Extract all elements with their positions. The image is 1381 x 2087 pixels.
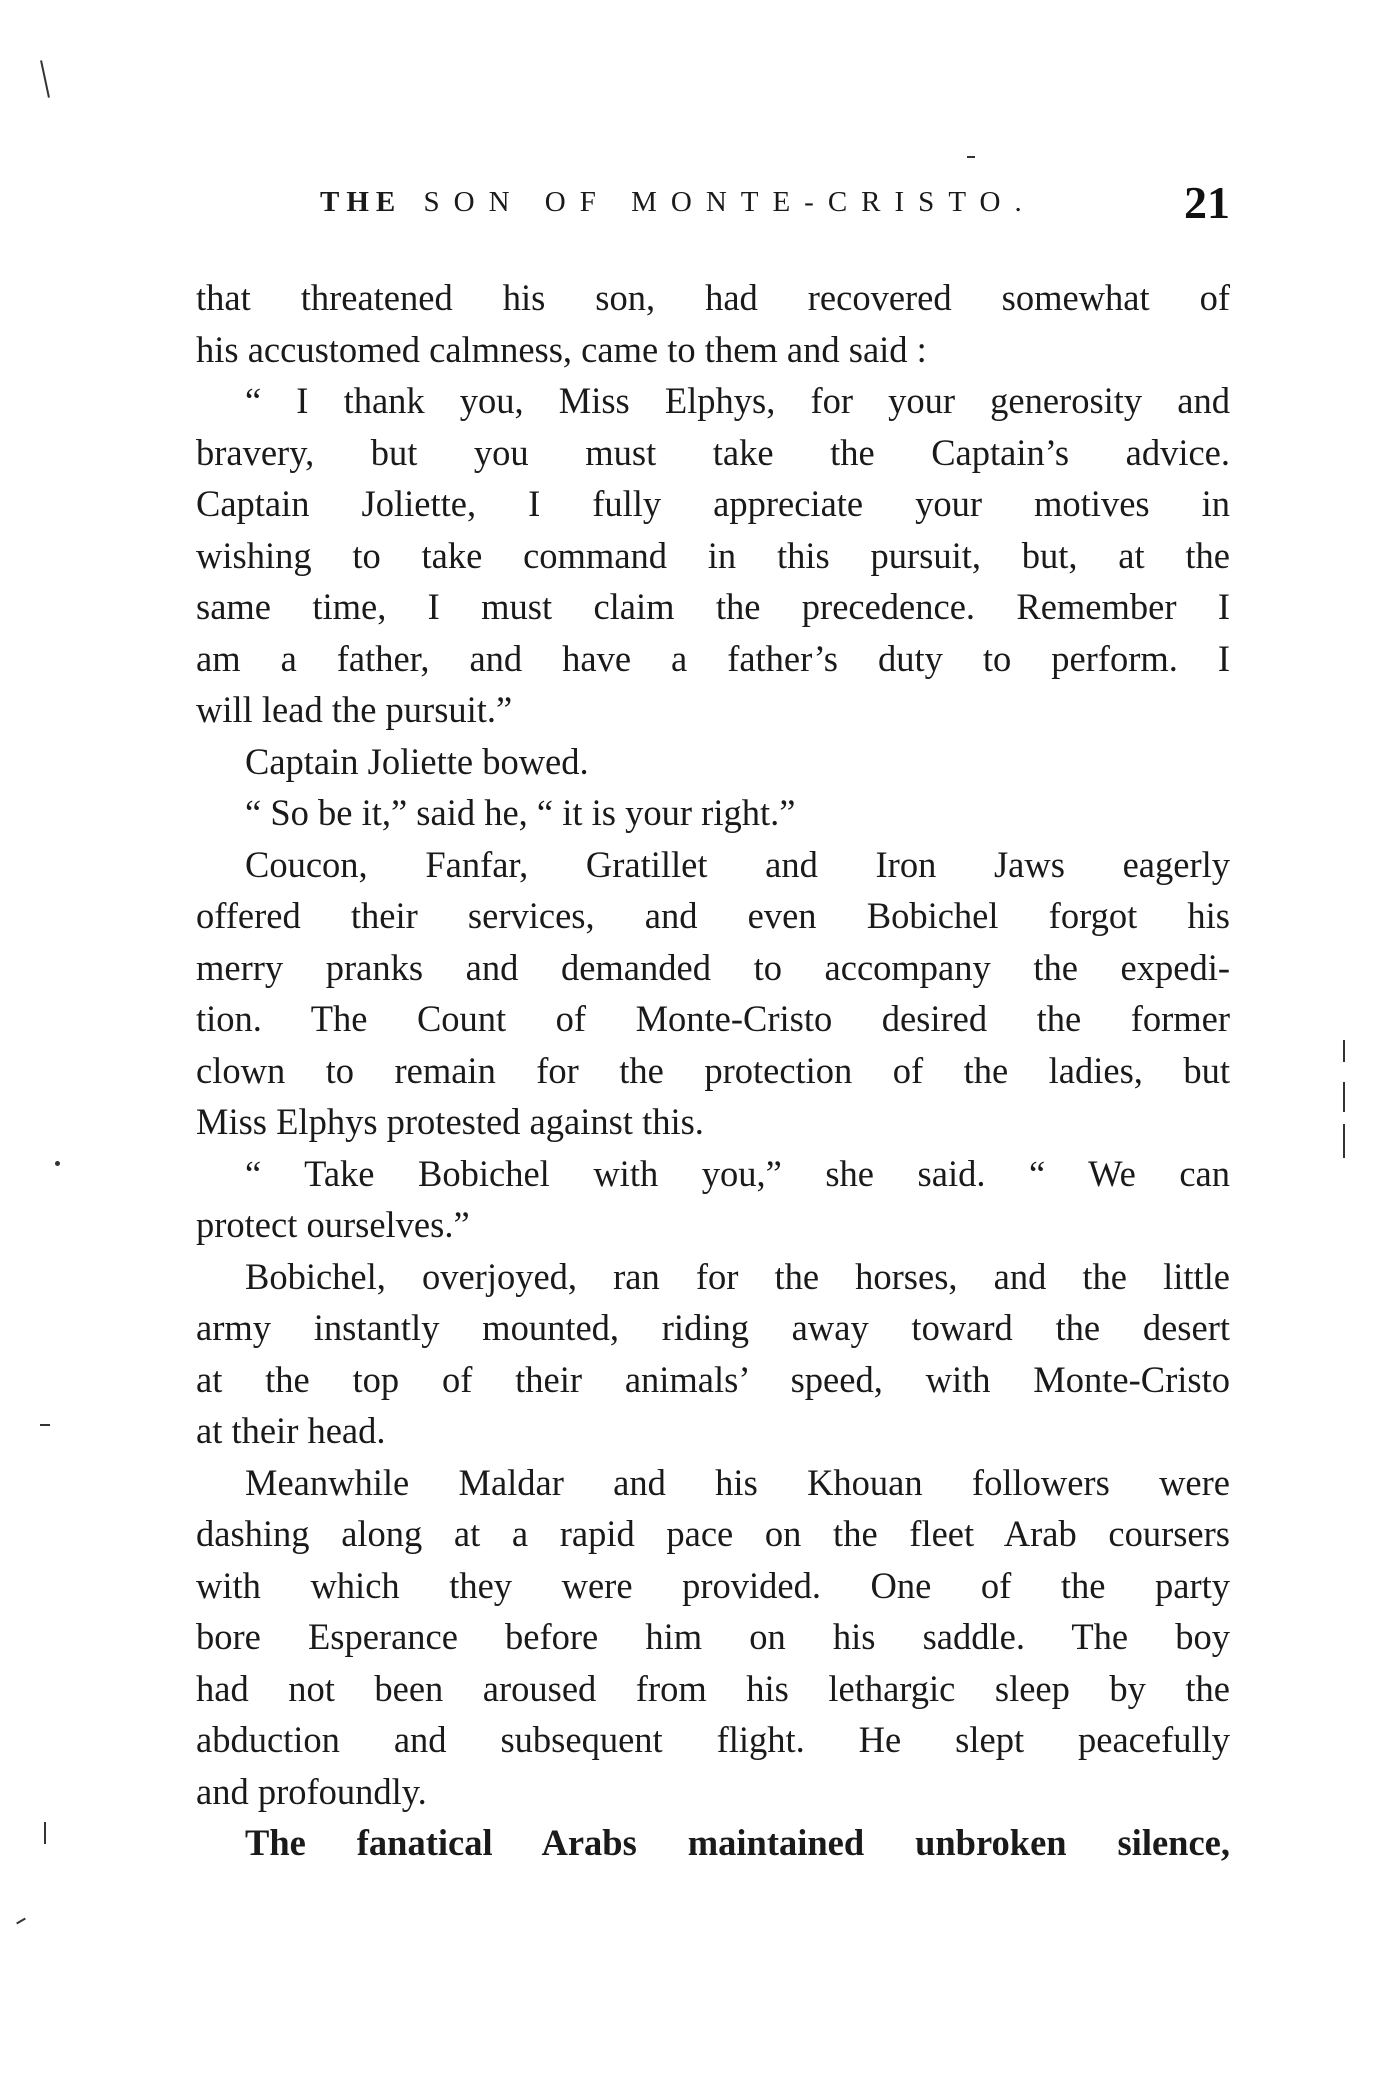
scan-artifact-mark bbox=[16, 1918, 26, 1925]
text-line: bore Esperance before him on his saddle. The boy bbox=[196, 1616, 1230, 1657]
text-line: The fanatical Arabs maintained unbroken silence, bbox=[245, 1822, 1230, 1863]
text-line: protect ourselves.” bbox=[196, 1204, 470, 1245]
text-line: abduction and subsequent flight. He slept peacefully bbox=[196, 1719, 1230, 1760]
text-line: army instantly mounted, riding away toward the desert bbox=[196, 1307, 1230, 1348]
text-line: “ I thank you, Miss Elphys, for your generosity and bbox=[245, 380, 1230, 421]
text-line: bravery, but you must take the Captain’s advice. bbox=[196, 431, 1230, 473]
scan-artifact-mark bbox=[1343, 1124, 1345, 1158]
running-title-rest: SON OF MONTE-CRISTO. bbox=[423, 186, 1036, 218]
text-line: clown to remain for the protection of the ladies, but bbox=[196, 1049, 1230, 1091]
text-line: am a father, and have a father’s duty to perform. I bbox=[196, 637, 1230, 679]
scan-artifact-mark bbox=[967, 156, 975, 158]
text-line: Miss Elphys protested against this. bbox=[196, 1101, 704, 1142]
text-line: dashing along at a rapid pace on the fleet Arab coursers bbox=[196, 1513, 1230, 1554]
text-line: with which they were provided. One of the party bbox=[196, 1564, 1230, 1606]
scan-artifact-mark bbox=[55, 1161, 60, 1166]
scan-artifact-mark bbox=[40, 1424, 50, 1426]
running-title-the: THE bbox=[320, 186, 403, 218]
text-line: had not been aroused from his lethargic sleep by the bbox=[196, 1667, 1230, 1709]
scan-artifact-mark bbox=[1343, 1082, 1345, 1112]
text-line: Bobichel, overjoyed, ran for the horses, and the little bbox=[245, 1255, 1230, 1297]
text-line: merry pranks and demanded to accompany the expedi- bbox=[196, 946, 1230, 988]
text-line: that threatened his son, had recovered somewhat of bbox=[196, 277, 1230, 318]
scan-artifact-mark bbox=[1343, 1040, 1345, 1062]
text-line: at their head. bbox=[196, 1410, 386, 1451]
text-line: Coucon, Fanfar, Gratillet and Iron Jaws eagerly bbox=[245, 843, 1230, 885]
text-line: same time, I must claim the precedence. Remember I bbox=[196, 586, 1230, 627]
text-line: Captain Joliette, I fully appreciate your motives in bbox=[196, 483, 1230, 524]
text-line: tion. The Count of Monte-Cristo desired the former bbox=[196, 998, 1230, 1039]
body-text bbox=[196, 272, 1230, 1869]
text-line: and profoundly. bbox=[196, 1770, 427, 1812]
scan-artifact-mark bbox=[44, 1822, 46, 1844]
text-line: “ Take Bobichel with you,” she said. “ We can bbox=[245, 1152, 1230, 1194]
text-line: offered their services, and even Bobichel forgot his bbox=[196, 895, 1230, 936]
text-line: Captain Joliette bowed. bbox=[245, 740, 589, 782]
text-line: wishing to take command in this pursuit, but, at the bbox=[196, 534, 1230, 576]
scan-artifact-mark bbox=[40, 60, 50, 98]
page-number: 21 bbox=[1184, 177, 1230, 228]
running-title bbox=[320, 186, 1036, 219]
text-line: “ So be it,” said he, “ it is your right.” bbox=[245, 792, 796, 833]
text-line: Meanwhile Maldar and his Khouan followers were bbox=[245, 1461, 1230, 1503]
text-line: at the top of their animals’ speed, with Monte-Cristo bbox=[196, 1358, 1230, 1400]
text-line: will lead the pursuit.” bbox=[196, 689, 513, 730]
running-head bbox=[196, 176, 1230, 236]
text-line: his accustomed calmness, came to them and said : bbox=[196, 328, 927, 370]
